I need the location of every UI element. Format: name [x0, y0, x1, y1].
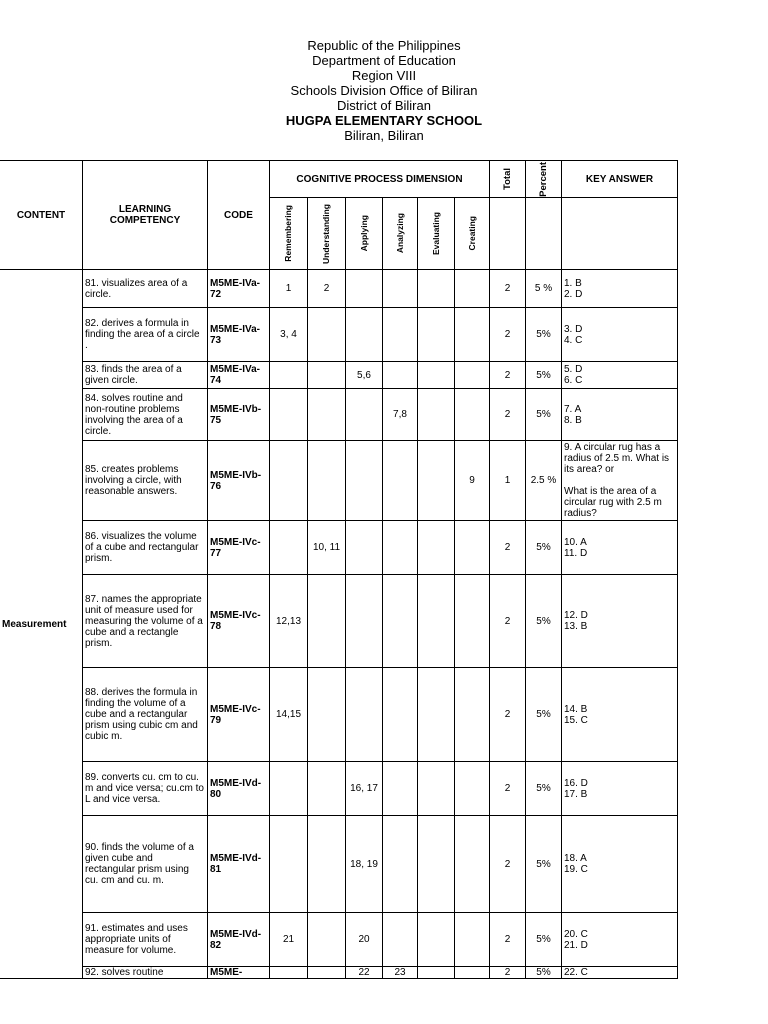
percent-cell: 5%	[526, 967, 562, 979]
header-department: Department of Education	[312, 53, 456, 68]
evaluating-cell	[418, 668, 455, 762]
table-row	[0, 389, 678, 441]
understanding-cell	[308, 441, 346, 521]
creating-cell	[455, 521, 490, 575]
evaluating-cell	[418, 441, 455, 521]
remembering-cell: 21	[270, 913, 308, 967]
total-cell: 2	[490, 575, 526, 668]
analyzing-cell	[383, 762, 418, 816]
creating-cell	[455, 762, 490, 816]
percent-cell: 5%	[526, 389, 562, 441]
competency-cell: 91. estimates and uses appropriate units of measure for volume.	[83, 913, 208, 967]
header-region: Region VIII	[351, 68, 417, 83]
header-key-blank	[562, 198, 678, 270]
applying-cell	[346, 389, 383, 441]
remembering-cell	[270, 441, 308, 521]
key-answer-cell: 9. A circular rug has a radius of 2.5 m. What is its area? or What is the area of a circular rug with 2.5 m radius?	[562, 441, 678, 521]
percent-cell: 5%	[526, 308, 562, 362]
code-cell: M5ME-IVc-79	[208, 668, 270, 762]
code-cell: M5ME-IVd-82	[208, 913, 270, 967]
competency-cell: 86. visualizes the volume of a cube and rectangular prism.	[83, 521, 208, 575]
header-code: CODE	[208, 161, 270, 270]
creating-cell	[455, 270, 490, 308]
code-cell: M5ME-IVd-80	[208, 762, 270, 816]
evaluating-cell	[418, 270, 455, 308]
applying-cell	[346, 270, 383, 308]
code-cell: M5ME-	[208, 967, 270, 979]
percent-cell: 5%	[526, 913, 562, 967]
code-cell: M5ME-IVb-76	[208, 441, 270, 521]
key-answer-cell: 5. D 6. C	[562, 362, 678, 389]
competency-cell: 88. derives the formula in finding the volume of a cube and a rectangular prism using cubic cm and cubic m.	[83, 668, 208, 762]
dimension-understanding: Understanding	[308, 198, 346, 270]
evaluating-cell	[418, 521, 455, 575]
analyzing-cell	[383, 441, 418, 521]
key-answer-cell: 7. A 8. B	[562, 389, 678, 441]
table-body	[0, 270, 678, 979]
competency-cell: 84. solves routine and non-routine problems involving the area of a circle.	[83, 389, 208, 441]
evaluating-cell	[418, 308, 455, 362]
key-answer-cell: 22. C	[562, 967, 678, 979]
understanding-cell	[308, 668, 346, 762]
document-header	[0, 38, 768, 143]
understanding-cell	[308, 362, 346, 389]
table-row	[0, 308, 678, 362]
understanding-cell: 10, 11	[308, 521, 346, 575]
table-row	[0, 913, 678, 967]
total-cell: 1	[490, 441, 526, 521]
key-answer-cell: 10. A 11. D	[562, 521, 678, 575]
understanding-cell	[308, 308, 346, 362]
analyzing-cell: 23	[383, 967, 418, 979]
applying-cell: 5,6	[346, 362, 383, 389]
key-answer-cell: 3. D 4. C	[562, 308, 678, 362]
applying-cell	[346, 308, 383, 362]
dimension-evaluating: Evaluating	[418, 198, 455, 270]
header-republic: Republic of the Philippines	[307, 38, 461, 53]
total-cell: 2	[490, 913, 526, 967]
total-cell: 2	[490, 967, 526, 979]
header-school-name: HUGPA ELEMENTARY SCHOOL	[285, 113, 483, 128]
header-district: District of Biliran	[337, 98, 431, 113]
understanding-cell	[308, 575, 346, 668]
competency-cell: 81. visualizes area of a circle.	[83, 270, 208, 308]
total-cell: 2	[490, 308, 526, 362]
total-cell: 2	[490, 389, 526, 441]
creating-cell	[455, 967, 490, 979]
code-cell: M5ME-IVa-74	[208, 362, 270, 389]
table-row	[0, 816, 678, 913]
code-cell: M5ME-IVb-75	[208, 389, 270, 441]
percent-cell: 2.5 %	[526, 441, 562, 521]
table-of-specifications	[0, 160, 678, 979]
key-answer-cell: 18. A 19. C	[562, 816, 678, 913]
understanding-cell	[308, 762, 346, 816]
dimension-remembering: Remembering	[270, 198, 308, 270]
code-cell: M5ME-IVc-77	[208, 521, 270, 575]
remembering-cell: 1	[270, 270, 308, 308]
total-cell: 2	[490, 762, 526, 816]
evaluating-cell	[418, 816, 455, 913]
competency-cell: 83. finds the area of a given circle.	[83, 362, 208, 389]
creating-cell	[455, 575, 490, 668]
header-percent: Percent	[526, 161, 562, 198]
analyzing-cell	[383, 362, 418, 389]
creating-cell	[455, 308, 490, 362]
header-division: Schools Division Office of Biliran	[290, 83, 478, 98]
total-cell: 2	[490, 668, 526, 762]
competency-cell: 82. derives a formula in finding the area of a circle .	[83, 308, 208, 362]
code-cell: M5ME-IVa-72	[208, 270, 270, 308]
competency-cell: 85. creates problems involving a circle, with reasonable answers.	[83, 441, 208, 521]
header-total: Total	[490, 161, 526, 198]
understanding-cell	[308, 913, 346, 967]
header-location: Biliran, Biliran	[344, 128, 424, 143]
understanding-cell	[308, 816, 346, 913]
competency-cell: 89. converts cu. cm to cu. m and vice versa; cu.cm to L and vice versa.	[83, 762, 208, 816]
competency-cell: 92. solves routine	[83, 967, 208, 979]
content-cell: Measurement	[0, 270, 83, 979]
competency-cell: 87. names the appropriate unit of measure used for measuring the volume of a cube and a rectangle prism.	[83, 575, 208, 668]
code-cell: M5ME-IVa-73	[208, 308, 270, 362]
applying-cell	[346, 521, 383, 575]
remembering-cell	[270, 762, 308, 816]
total-cell: 2	[490, 270, 526, 308]
analyzing-cell	[383, 575, 418, 668]
header-learning-competency: LEARNING COMPETENCY	[83, 161, 208, 270]
understanding-cell: 2	[308, 270, 346, 308]
remembering-cell	[270, 389, 308, 441]
analyzing-cell	[383, 308, 418, 362]
creating-cell	[455, 668, 490, 762]
creating-cell	[455, 362, 490, 389]
analyzing-cell	[383, 816, 418, 913]
applying-cell	[346, 575, 383, 668]
evaluating-cell	[418, 575, 455, 668]
key-answer-cell: 16. D 17. B	[562, 762, 678, 816]
remembering-cell	[270, 362, 308, 389]
key-answer-cell: 1. B 2. D	[562, 270, 678, 308]
remembering-cell: 14,15	[270, 668, 308, 762]
key-answer-cell: 14. B 15. C	[562, 668, 678, 762]
table-row	[0, 575, 678, 668]
table-row	[0, 270, 678, 308]
applying-cell	[346, 441, 383, 521]
understanding-cell	[308, 389, 346, 441]
table-row	[0, 762, 678, 816]
remembering-cell: 3, 4	[270, 308, 308, 362]
remembering-cell	[270, 967, 308, 979]
percent-cell: 5%	[526, 816, 562, 913]
dimension-applying: Applying	[346, 198, 383, 270]
evaluating-cell	[418, 762, 455, 816]
remembering-cell	[270, 816, 308, 913]
header-percent-blank	[526, 198, 562, 270]
applying-cell: 20	[346, 913, 383, 967]
analyzing-cell: 7,8	[383, 389, 418, 441]
applying-cell: 18, 19	[346, 816, 383, 913]
evaluating-cell	[418, 389, 455, 441]
creating-cell	[455, 389, 490, 441]
percent-cell: 5%	[526, 362, 562, 389]
remembering-cell: 12,13	[270, 575, 308, 668]
header-key-answer: KEY ANSWER	[562, 161, 678, 198]
analyzing-cell	[383, 913, 418, 967]
percent-cell: 5%	[526, 668, 562, 762]
creating-cell	[455, 913, 490, 967]
table-row	[0, 441, 678, 521]
total-cell: 2	[490, 816, 526, 913]
header-content: CONTENT	[0, 161, 83, 270]
applying-cell: 16, 17	[346, 762, 383, 816]
understanding-cell	[308, 967, 346, 979]
creating-cell: 9	[455, 441, 490, 521]
percent-cell: 5 %	[526, 270, 562, 308]
table-row	[0, 967, 678, 979]
table-row	[0, 362, 678, 389]
evaluating-cell	[418, 967, 455, 979]
table-row	[0, 521, 678, 575]
percent-cell: 5%	[526, 575, 562, 668]
key-answer-cell: 12. D 13. B	[562, 575, 678, 668]
percent-cell: 5%	[526, 762, 562, 816]
key-answer-cell: 20. C 21. D	[562, 913, 678, 967]
applying-cell	[346, 668, 383, 762]
applying-cell: 22	[346, 967, 383, 979]
header-cognitive-process-dimension: COGNITIVE PROCESS DIMENSION	[270, 161, 490, 198]
dimension-creating: Creating	[455, 198, 490, 270]
percent-cell: 5%	[526, 521, 562, 575]
table-row	[0, 668, 678, 762]
evaluating-cell	[418, 362, 455, 389]
analyzing-cell	[383, 521, 418, 575]
code-cell: M5ME-IVc-78	[208, 575, 270, 668]
header-total-blank	[490, 198, 526, 270]
evaluating-cell	[418, 913, 455, 967]
remembering-cell	[270, 521, 308, 575]
dimension-analyzing: Analyzing	[383, 198, 418, 270]
total-cell: 2	[490, 521, 526, 575]
total-cell: 2	[490, 362, 526, 389]
analyzing-cell	[383, 668, 418, 762]
analyzing-cell	[383, 270, 418, 308]
creating-cell	[455, 816, 490, 913]
competency-cell: 90. finds the volume of a given cube and rectangular prism using cu. cm and cu. m.	[83, 816, 208, 913]
code-cell: M5ME-IVd-81	[208, 816, 270, 913]
